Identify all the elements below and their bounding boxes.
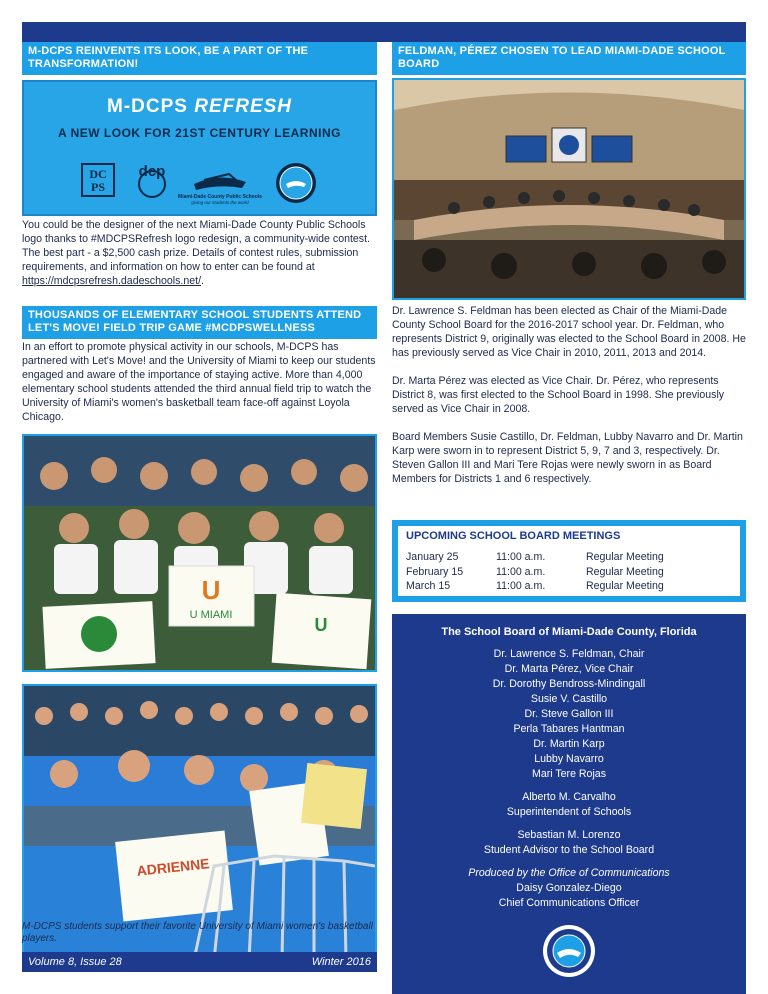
meeting-date: January 25 (406, 551, 459, 563)
board-member: Mari Tere Rojas (532, 768, 606, 780)
meeting-type: Regular Meeting (586, 551, 664, 563)
mdcps-seal-icon (276, 163, 316, 203)
season-label: Winter 2016 (311, 956, 371, 968)
adrienne-sign (115, 830, 233, 921)
svg-text:ADRIENNE: ADRIENNE (135, 855, 211, 879)
refresh-banner[interactable] (22, 80, 377, 216)
article3-paragraph-2: Dr. Marta Pérez was elected as Vice Chair. Dr. Pérez, who represents District 8, was first elected to the School Board in 1998. She previously served as Vice Chair in 2008. (392, 375, 725, 415)
dcps-logo-icon (82, 164, 114, 196)
advisor-name: Sebastian M. Lorenzo (517, 829, 621, 841)
mdcps-ship-logo-icon (178, 174, 262, 205)
refresh-link[interactable]: https://mdcpsrefresh.dadeschools.net/ (22, 275, 202, 287)
svg-text:PS: PS (90, 180, 106, 194)
article1-body: You could be the designer of the next Miami-Dade County Public Schools logo thanks to #MDCPSRefresh logo redesign, a community-wide contest. The best part - a $2,500 cash prize. Details of contest rules, submission requirements, and information on how to enter can be found at https://mdcpsrefresh.dadeschools.net/. (22, 219, 370, 287)
refresh-banner-title: M-DCPS REFRESH (106, 96, 293, 117)
board-member: Dr. Steve Gallon III (524, 708, 614, 720)
produced-by: Produced by the Office of Communications (468, 867, 670, 879)
article2-heading: THOUSANDS OF ELEMENTARY SCHOOL STUDENTS ATTEND LET'S MOVE! FIELD TRIP GAME #MCDPSWELLNESS (22, 306, 377, 339)
board-member: Dr. Lawrence S. Feldman, Chair (493, 648, 645, 660)
superintendent-title: Superintendent of Schools (506, 806, 632, 818)
board-member: Perla Tabares Hantman (513, 723, 625, 735)
issue-label: Volume 8, Issue 28 (28, 956, 122, 968)
right-column (392, 42, 746, 909)
school-board-box (392, 614, 746, 994)
board-member: Susie V. Castillo (530, 693, 608, 705)
top-color-bar (22, 22, 746, 42)
meeting-date: March 15 (406, 580, 451, 592)
photo-caption: M-DCPS students support their favorite University of Miami women's basketball players. (22, 921, 373, 944)
students-photo-1 (22, 434, 377, 672)
advisor-title: Student Advisor to the School Board (483, 844, 655, 856)
upcoming-meetings-box (392, 520, 746, 602)
refresh-banner-subtitle: A NEW LOOK FOR 21ST CENTURY LEARNING (58, 126, 341, 140)
meeting-row (406, 579, 732, 594)
board-member: Lubby Navarro (534, 753, 604, 765)
svg-text:dcp: dcp (138, 163, 166, 180)
svg-text:DC: DC (89, 167, 107, 181)
dcp-logo-icon (139, 163, 166, 197)
article3-heading: FELDMAN, PÉREZ CHOSEN TO LEAD MIAMI-DADE SCHOOL BOARD (392, 42, 746, 75)
board-member: Dr. Marta Pérez, Vice Chair (504, 663, 634, 675)
officer-title: Chief Communications Officer (498, 897, 640, 909)
mdcps-seal-icon (392, 923, 746, 984)
school-board-photo (392, 78, 746, 300)
board-member: Dr. Martin Karp (533, 738, 605, 750)
meeting-time: 11:00 a.m. (496, 580, 546, 592)
meeting-time: 11:00 a.m. (496, 551, 546, 563)
meeting-row (406, 550, 732, 565)
svg-text:giving our students the world: giving our students the world (191, 200, 249, 205)
meeting-row (406, 565, 732, 580)
footer-bar (22, 952, 377, 972)
article3-paragraph-3: Board Members Susie Castillo, Dr. Feldman, Lubby Navarro and Dr. Martin Karp were sworn in to represent District 5, 9, 7 and 3, respectively. Dr. Steven Gallon III and Mari Tere Rojas were newly sworn in as Board Members for Districts 1 and 6 respectively. (392, 431, 743, 485)
svg-text:U: U (314, 615, 328, 635)
board-title: The School Board of Miami-Dade County, Florida (441, 626, 697, 638)
article1-heading: M-DCPS REINVENTS ITS LOOK, BE A PART OF THE TRANSFORMATION! (22, 42, 377, 75)
article2-body: In an effort to promote physical activity in our schools, M-DCPS has partnered with Let's Move! and the University of Miami to keep our students engaged and aware of the importance of staying active. More than 4,000 elementary school students attended the third annual field trip to watch the University of Miami's women's basketball team face-off against Loyola Chicago. (22, 341, 376, 423)
svg-text:Miami-Dade County Public Schoo: Miami-Dade County Public Schools (178, 194, 262, 200)
meeting-type: Regular Meeting (586, 580, 664, 592)
meeting-date: February 15 (406, 565, 464, 578)
meetings-title: UPCOMING SCHOOL BOARD MEETINGS (406, 530, 621, 542)
svg-text:U: U (201, 575, 221, 605)
field-trip-sign (169, 566, 254, 626)
meeting-type: Regular Meeting (586, 565, 664, 578)
board-member: Dr. Dorothy Bendross-Mindingall (492, 678, 646, 690)
svg-text:U MIAMI: U MIAMI (189, 609, 233, 621)
meeting-time: 11:00 a.m. (496, 565, 546, 578)
officer-name: Daisy Gonzalez-Diego (516, 882, 622, 894)
article3-body (392, 304, 746, 486)
article3-paragraph-1: Dr. Lawrence S. Feldman has been elected as Chair of the Miami-Dade County School Board for the 2016-2017 school year. Dr. Feldman, who represents District 9, originally was elected to the School Board in 2008. He has previously served as Vice Chair in 2010, 2011, 2013 and 2014. (392, 305, 746, 359)
logo-row (24, 154, 375, 208)
left-column (22, 42, 377, 944)
superintendent-name: Alberto M. Carvalho (522, 791, 616, 803)
